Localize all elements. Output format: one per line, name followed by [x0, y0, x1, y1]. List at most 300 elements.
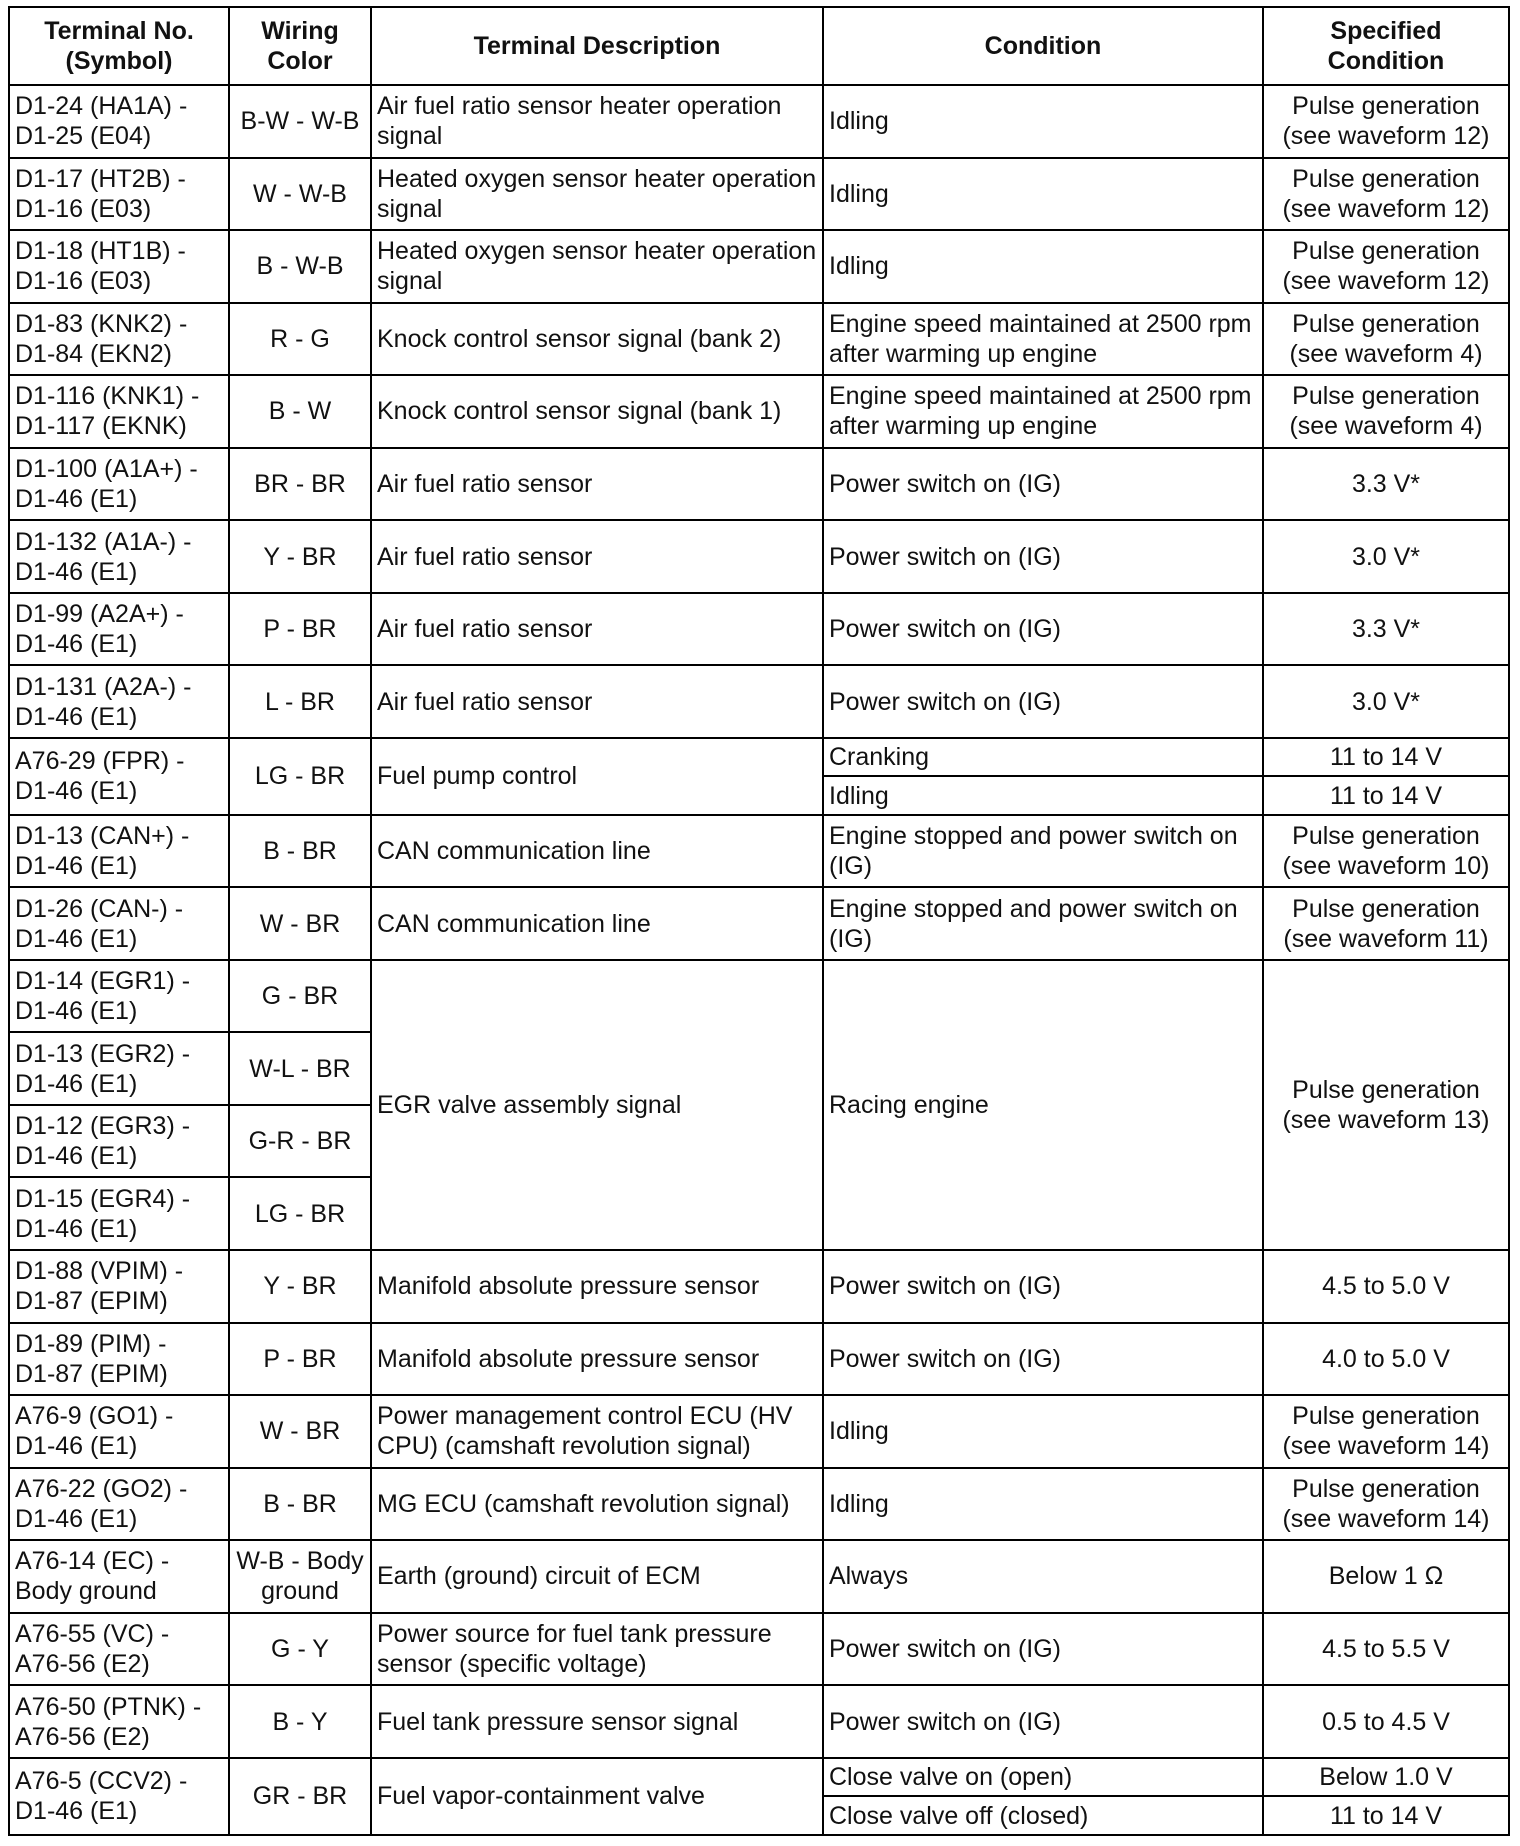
- terminal-cell-line: A76-14 (EC) -: [15, 1547, 170, 1576]
- wiring-cell: [229, 665, 371, 738]
- description-cell-line: Knock control sensor signal (bank 2): [377, 324, 782, 353]
- table-row: [9, 1468, 1509, 1541]
- terminal-cell-line: D1-25 (E04): [15, 122, 152, 151]
- description-cell: [371, 1613, 823, 1686]
- spec-cell-line: Pulse generation: [1292, 309, 1480, 338]
- table-row: [9, 887, 1509, 960]
- wiring-cell-line: Y - BR: [263, 542, 337, 571]
- spec-cell: [1263, 738, 1509, 776]
- spec-cell-line: 11 to 14 V: [1329, 781, 1443, 810]
- wiring-cell: [229, 815, 371, 888]
- description-cell: [371, 158, 823, 231]
- terminal-cell: [9, 738, 229, 815]
- wiring-cell-line: P - BR: [263, 615, 337, 644]
- terminal-cell-line: D1-13 (CAN+) -: [15, 822, 190, 850]
- wiring-cell-line: W-L - BR: [249, 1054, 351, 1083]
- terminal-cell-line: D1-46 (E1): [15, 852, 138, 880]
- wiring-cell: [229, 593, 371, 666]
- spec-cell-line: Below 1.0 V: [1319, 1763, 1453, 1792]
- terminal-cell-line: Body ground: [15, 1577, 157, 1606]
- terminal-cell-line: D1-46 (E1): [15, 1797, 138, 1826]
- table-row: [9, 1395, 1509, 1468]
- condition-cell-line: Power switch on (IG): [829, 687, 1062, 716]
- condition-cell-line: after warming up engine: [829, 339, 1098, 368]
- wiring-cell-line: LG - BR: [254, 762, 346, 791]
- wiring-cell-line: BR - BR: [254, 470, 346, 498]
- wiring-cell: [229, 960, 371, 1033]
- spec-cell-line: (see waveform 14): [1282, 1432, 1490, 1461]
- terminal-cell: [9, 887, 229, 960]
- terminal-cell-line: D1-117 (EKNK): [15, 412, 187, 441]
- condition-cell: [823, 738, 1263, 776]
- wiring-cell-line: W-B - Body: [236, 1547, 364, 1576]
- spec-cell-line: Pulse generation: [1292, 894, 1480, 923]
- description-cell: [371, 815, 823, 888]
- header-condition: Condition: [823, 7, 1263, 85]
- header-description: Terminal Description: [371, 7, 823, 85]
- terminal-cell: [9, 1395, 229, 1468]
- description-cell-line: Knock control sensor signal (bank 1): [377, 397, 782, 426]
- spec-cell: [1263, 303, 1509, 376]
- terminal-cell-line: D1-46 (E1): [15, 485, 138, 513]
- terminal-cell-line: D1-18 (HT1B) -: [15, 237, 186, 266]
- wiring-cell: [229, 1250, 371, 1323]
- wiring-cell: [229, 1468, 371, 1541]
- condition-cell-line: Engine speed maintained at 2500 rpm: [829, 382, 1252, 411]
- wiring-cell-line: B - W-B: [256, 252, 344, 281]
- terminal-cell: [9, 815, 229, 888]
- condition-cell-line: Power switch on (IG): [829, 1707, 1062, 1736]
- wiring-cell: [229, 1395, 371, 1468]
- terminal-cell-line: D1-132 (A1A-) -: [15, 527, 192, 556]
- terminal-cell-line: D1-83 (KNK2) -: [15, 309, 188, 338]
- spec-cell: [1263, 1540, 1509, 1613]
- terminal-cell: [9, 665, 229, 738]
- table-row: [9, 665, 1509, 738]
- description-cell-line: sensor (specific voltage): [377, 1650, 647, 1679]
- condition-cell-line: Power switch on (IG): [829, 542, 1062, 571]
- terminal-spec-table: [8, 6, 1510, 1836]
- wiring-cell-line: ground: [261, 1577, 339, 1606]
- description-cell: [371, 1540, 823, 1613]
- wiring-cell-line: G - BR: [261, 982, 339, 1011]
- description-cell-line: Manifold absolute pressure sensor: [377, 1344, 760, 1373]
- condition-cell: [823, 158, 1263, 231]
- wiring-cell-line: G - Y: [271, 1635, 329, 1664]
- spec-cell: [1263, 230, 1509, 303]
- condition-cell: [823, 1758, 1263, 1796]
- terminal-cell-line: D1-16 (E03): [15, 267, 152, 296]
- header-terminal-line: Terminal No.: [44, 17, 194, 45]
- wiring-cell: [229, 1613, 371, 1686]
- wiring-cell: [229, 158, 371, 231]
- description-cell: [371, 375, 823, 448]
- terminal-cell: [9, 520, 229, 593]
- spec-cell-line: 3.3 V*: [1351, 470, 1421, 498]
- table-body: [9, 85, 1509, 1835]
- wiring-cell: [229, 520, 371, 593]
- table-row: [9, 448, 1509, 521]
- spec-cell-line: 4.0 to 5.0 V: [1322, 1344, 1450, 1373]
- wiring-cell-line: B - BR: [263, 1489, 337, 1518]
- terminal-cell-line: D1-46 (E1): [15, 1142, 138, 1171]
- description-cell: [371, 1758, 823, 1835]
- spec-cell-line: 3.3 V*: [1351, 615, 1421, 644]
- spec-cell: [1263, 85, 1509, 158]
- terminal-cell: [9, 1177, 229, 1250]
- spec-cell-line: Pulse generation: [1292, 382, 1480, 411]
- terminal-cell-line: D1-89 (PIM) -: [15, 1329, 167, 1358]
- condition-cell-line: Cranking: [829, 743, 930, 772]
- description-cell: [371, 1250, 823, 1323]
- description-cell: [371, 230, 823, 303]
- description-cell-line: CAN communication line: [377, 909, 651, 938]
- wiring-cell: [229, 1685, 371, 1758]
- terminal-cell: [9, 158, 229, 231]
- wiring-cell-line: R - G: [270, 324, 330, 353]
- terminal-cell-line: A76-22 (GO2) -: [15, 1474, 188, 1503]
- terminal-cell-line: D1-46 (E1): [15, 1504, 138, 1533]
- spec-cell: [1263, 1758, 1509, 1796]
- terminal-cell: [9, 1032, 229, 1105]
- spec-cell-line: (see waveform 13): [1282, 1105, 1490, 1134]
- description-cell: [371, 887, 823, 960]
- terminal-cell-line: A76-56 (E2): [15, 1650, 150, 1679]
- terminal-cell: [9, 1685, 229, 1758]
- header-wiring: [229, 7, 371, 85]
- description-cell-line: EGR valve assembly signal: [377, 1090, 682, 1119]
- terminal-cell-line: D1-88 (VPIM) -: [15, 1257, 184, 1286]
- description-cell-line: Fuel tank pressure sensor signal: [377, 1707, 739, 1736]
- spec-cell-line: (see waveform 10): [1282, 852, 1490, 880]
- condition-cell-line: Power switch on (IG): [829, 1272, 1062, 1301]
- description-cell: [371, 960, 823, 1250]
- description-cell: [371, 1685, 823, 1758]
- description-cell: [371, 738, 823, 815]
- terminal-cell-line: D1-46 (E1): [15, 1214, 138, 1243]
- spec-cell: [1263, 158, 1509, 231]
- wiring-cell: [229, 1177, 371, 1250]
- table-row: [9, 158, 1509, 231]
- condition-cell: [823, 303, 1263, 376]
- terminal-cell: [9, 1105, 229, 1178]
- header-specified-line: Condition: [1327, 47, 1445, 75]
- condition-cell: [823, 1796, 1263, 1835]
- terminal-cell-line: D1-16 (E03): [15, 194, 152, 223]
- terminal-cell-line: D1-46 (E1): [15, 630, 138, 659]
- wiring-cell-line: W - W-B: [253, 179, 347, 208]
- wiring-cell-line: LG - BR: [254, 1199, 346, 1228]
- spec-cell: [1263, 887, 1509, 960]
- terminal-cell-line: D1-100 (A1A+) -: [15, 455, 198, 483]
- spec-cell: [1263, 1395, 1509, 1468]
- terminal-cell-line: D1-46 (E1): [15, 997, 138, 1026]
- terminal-cell-line: A76-50 (PTNK) -: [15, 1692, 202, 1721]
- description-cell-line: Air fuel ratio sensor: [377, 615, 593, 644]
- spec-cell: [1263, 593, 1509, 666]
- spec-cell: [1263, 776, 1509, 814]
- wiring-cell-line: G-R - BR: [248, 1127, 352, 1156]
- description-cell-line: Air fuel ratio sensor heater operation: [377, 92, 782, 121]
- description-cell: [371, 85, 823, 158]
- terminal-cell: [9, 1468, 229, 1541]
- description-cell-line: Fuel vapor-containment valve: [377, 1782, 705, 1811]
- terminal-cell: [9, 593, 229, 666]
- wiring-cell: [229, 738, 371, 815]
- description-cell: [371, 448, 823, 521]
- condition-cell-line: Close valve off (closed): [829, 1801, 1089, 1830]
- condition-cell: [823, 1685, 1263, 1758]
- description-cell-line: Heated oxygen sensor heater operation: [377, 237, 817, 266]
- wiring-cell-line: W - BR: [259, 909, 341, 938]
- terminal-cell-line: A76-29 (FPR) -: [15, 747, 185, 776]
- description-cell: [371, 1323, 823, 1396]
- spec-cell-line: 3.0 V*: [1351, 687, 1421, 716]
- description-cell: [371, 1468, 823, 1541]
- wiring-cell-line: Y - BR: [263, 1272, 337, 1301]
- description-cell-line: Air fuel ratio sensor: [377, 687, 593, 716]
- spec-cell-line: (see waveform 4): [1289, 339, 1483, 368]
- terminal-cell-line: A76-5 (CCV2) -: [15, 1767, 188, 1796]
- table-row: [9, 520, 1509, 593]
- terminal-cell-line: D1-46 (E1): [15, 557, 138, 586]
- condition-cell: [823, 776, 1263, 814]
- spec-cell-line: (see waveform 12): [1282, 122, 1490, 151]
- spec-cell-line: Pulse generation: [1292, 1402, 1480, 1431]
- header-wiring-line: Wiring: [261, 17, 339, 45]
- wiring-cell-line: B - W: [268, 397, 332, 426]
- description-cell-line: signal: [377, 194, 443, 223]
- spec-cell: [1263, 665, 1509, 738]
- condition-cell-line: Power switch on (IG): [829, 615, 1062, 644]
- table-row: [9, 593, 1509, 666]
- description-cell-line: signal: [377, 122, 443, 151]
- condition-cell-line: Idling: [829, 179, 889, 208]
- condition-cell-line: Racing engine: [829, 1090, 989, 1119]
- description-cell-line: MG ECU (camshaft revolution signal): [377, 1489, 790, 1518]
- header-specified-line: Specified: [1330, 17, 1442, 45]
- condition-cell-line: Engine stopped and power switch on: [829, 822, 1238, 850]
- terminal-cell-line: D1-17 (HT2B) -: [15, 164, 186, 193]
- terminal-cell-line: D1-46 (E1): [15, 777, 138, 806]
- wiring-cell: [229, 1105, 371, 1178]
- terminal-cell-line: D1-46 (E1): [15, 1432, 138, 1461]
- spec-cell-line: Pulse generation: [1292, 822, 1480, 850]
- description-cell: [371, 520, 823, 593]
- terminal-cell-line: D1-15 (EGR4) -: [15, 1184, 191, 1213]
- wiring-cell: [229, 887, 371, 960]
- header-wiring-line: Color: [267, 47, 333, 75]
- condition-cell: [823, 960, 1263, 1250]
- spec-cell-line: 4.5 to 5.0 V: [1322, 1272, 1450, 1301]
- spec-cell-line: 11 to 14 V: [1329, 1801, 1443, 1830]
- terminal-cell: [9, 1758, 229, 1835]
- header-terminal-line: (Symbol): [65, 47, 173, 75]
- spec-cell-line: 0.5 to 4.5 V: [1322, 1707, 1450, 1736]
- condition-cell-line: Idling: [829, 252, 889, 281]
- condition-cell: [823, 1395, 1263, 1468]
- description-cell-line: Manifold absolute pressure sensor: [377, 1272, 760, 1301]
- description-cell-line: Earth (ground) circuit of ECM: [377, 1562, 701, 1591]
- description-cell: [371, 303, 823, 376]
- condition-cell: [823, 665, 1263, 738]
- table-row: [9, 1323, 1509, 1396]
- condition-cell-line: Power switch on (IG): [829, 470, 1062, 498]
- wiring-cell-line: B - BR: [263, 837, 337, 865]
- spec-cell: [1263, 520, 1509, 593]
- condition-cell-line: Idling: [829, 1417, 889, 1446]
- table-row: [9, 960, 1509, 1033]
- table-row: [9, 1540, 1509, 1613]
- description-cell-line: Air fuel ratio sensor: [377, 542, 593, 571]
- spec-cell-line: Pulse generation: [1292, 1474, 1480, 1503]
- table-row: [9, 1613, 1509, 1686]
- spec-cell-line: 3.0 V*: [1351, 542, 1421, 571]
- description-cell-line: Power source for fuel tank pressure: [377, 1620, 772, 1649]
- wiring-cell-line: B-W - W-B: [240, 107, 360, 136]
- table-row: [9, 230, 1509, 303]
- terminal-cell-line: A76-56 (E2): [15, 1722, 150, 1751]
- wiring-cell-line: P - BR: [263, 1344, 337, 1373]
- terminal-cell: [9, 1613, 229, 1686]
- condition-cell-line: Always: [829, 1562, 909, 1591]
- terminal-cell-line: D1-13 (EGR2) -: [15, 1039, 191, 1068]
- terminal-cell-line: D1-131 (A2A-) -: [15, 672, 192, 701]
- condition-cell-line: Idling: [829, 107, 889, 136]
- header-terminal: [9, 7, 229, 85]
- spec-cell-line: Pulse generation: [1292, 164, 1480, 193]
- spec-cell: [1263, 1685, 1509, 1758]
- condition-cell: [823, 815, 1263, 888]
- description-cell: [371, 665, 823, 738]
- terminal-cell-line: D1-99 (A2A+) -: [15, 600, 184, 629]
- condition-cell: [823, 1250, 1263, 1323]
- terminal-cell: [9, 230, 229, 303]
- terminal-cell: [9, 1540, 229, 1613]
- terminal-cell-line: D1-12 (EGR3) -: [15, 1112, 191, 1141]
- terminal-cell: [9, 375, 229, 448]
- table-row: [9, 1685, 1509, 1758]
- table-row: [9, 303, 1509, 376]
- spec-cell-line: (see waveform 11): [1283, 924, 1489, 953]
- condition-cell-line: Engine speed maintained at 2500 rpm: [829, 309, 1252, 338]
- spec-cell-line: Pulse generation: [1292, 92, 1480, 121]
- condition-cell: [823, 230, 1263, 303]
- spec-cell: [1263, 960, 1509, 1250]
- wiring-cell: [229, 303, 371, 376]
- terminal-cell-line: D1-116 (KNK1) -: [15, 382, 200, 411]
- terminal-cell-line: D1-24 (HA1A) -: [15, 92, 188, 121]
- terminal-cell: [9, 303, 229, 376]
- wiring-cell: [229, 448, 371, 521]
- spec-cell-line: (see waveform 12): [1282, 194, 1490, 223]
- spec-cell: [1263, 375, 1509, 448]
- wiring-cell-line: L - BR: [265, 687, 335, 716]
- terminal-cell-line: D1-84 (EKN2): [15, 339, 172, 368]
- table-row: [9, 85, 1509, 158]
- wiring-cell-line: W - BR: [259, 1417, 341, 1446]
- spec-cell-line: (see waveform 4): [1289, 412, 1483, 441]
- spec-cell: [1263, 1250, 1509, 1323]
- spec-cell: [1263, 815, 1509, 888]
- description-cell-line: Heated oxygen sensor heater operation: [377, 164, 817, 193]
- terminal-cell-line: D1-14 (EGR1) -: [15, 967, 191, 996]
- wiring-cell: [229, 1323, 371, 1396]
- table-row: [9, 375, 1509, 448]
- condition-cell: [823, 887, 1263, 960]
- terminal-cell: [9, 448, 229, 521]
- condition-cell: [823, 520, 1263, 593]
- description-cell-line: Power management control ECU (HV: [377, 1402, 793, 1431]
- header-row: [9, 7, 1509, 85]
- spec-cell-line: Pulse generation: [1292, 1075, 1480, 1104]
- condition-cell: [823, 85, 1263, 158]
- spec-cell: [1263, 1468, 1509, 1541]
- spec-cell-line: Pulse generation: [1292, 237, 1480, 266]
- condition-cell-line: Close valve on (open): [829, 1763, 1073, 1792]
- wiring-cell: [229, 375, 371, 448]
- condition-cell: [823, 1468, 1263, 1541]
- condition-cell: [823, 1613, 1263, 1686]
- table-row: [9, 1250, 1509, 1323]
- condition-cell: [823, 593, 1263, 666]
- description-cell-line: Fuel pump control: [377, 762, 578, 791]
- terminal-cell: [9, 1323, 229, 1396]
- header-specified: [1263, 7, 1509, 85]
- wiring-cell-line: GR - BR: [252, 1782, 348, 1811]
- spec-cell: [1263, 448, 1509, 521]
- description-cell-line: CAN communication line: [377, 837, 651, 865]
- spec-cell-line: (see waveform 14): [1282, 1504, 1490, 1533]
- spec-cell-line: Below 1 Ω: [1328, 1562, 1444, 1591]
- terminal-cell-line: D1-46 (E1): [15, 924, 138, 953]
- table-row: [9, 815, 1509, 888]
- terminal-cell-line: D1-87 (EPIM): [15, 1359, 168, 1388]
- terminal-cell-line: D1-26 (CAN-) -: [15, 894, 184, 923]
- terminal-cell: [9, 960, 229, 1033]
- condition-cell-line: Power switch on (IG): [829, 1635, 1062, 1664]
- spec-cell: [1263, 1323, 1509, 1396]
- table-row: [9, 1758, 1509, 1796]
- spec-cell: [1263, 1613, 1509, 1686]
- condition-cell-line: Idling: [829, 1489, 889, 1518]
- condition-cell: [823, 375, 1263, 448]
- condition-cell-line: (IG): [829, 924, 873, 953]
- terminal-cell-line: D1-46 (E1): [15, 1069, 138, 1098]
- description-cell-line: signal: [377, 267, 443, 296]
- description-cell-line: Air fuel ratio sensor: [377, 470, 593, 498]
- condition-cell: [823, 1323, 1263, 1396]
- terminal-cell: [9, 1250, 229, 1323]
- description-cell-line: CPU) (camshaft revolution signal): [377, 1432, 751, 1461]
- condition-cell-line: after warming up engine: [829, 412, 1098, 441]
- terminal-cell-line: D1-46 (E1): [15, 702, 138, 731]
- wiring-cell-line: B - Y: [272, 1707, 328, 1736]
- terminal-cell: [9, 85, 229, 158]
- spec-cell-line: 4.5 to 5.5 V: [1322, 1635, 1450, 1664]
- wiring-cell: [229, 85, 371, 158]
- condition-cell-line: Power switch on (IG): [829, 1344, 1062, 1373]
- wiring-cell: [229, 1032, 371, 1105]
- wiring-cell: [229, 230, 371, 303]
- spec-cell-line: 11 to 14 V: [1329, 743, 1443, 772]
- terminal-cell-line: D1-87 (EPIM): [15, 1287, 168, 1316]
- terminal-cell-line: A76-55 (VC) -: [15, 1620, 170, 1649]
- wiring-cell: [229, 1540, 371, 1613]
- condition-cell: [823, 448, 1263, 521]
- description-cell: [371, 1395, 823, 1468]
- table-row: [9, 738, 1509, 776]
